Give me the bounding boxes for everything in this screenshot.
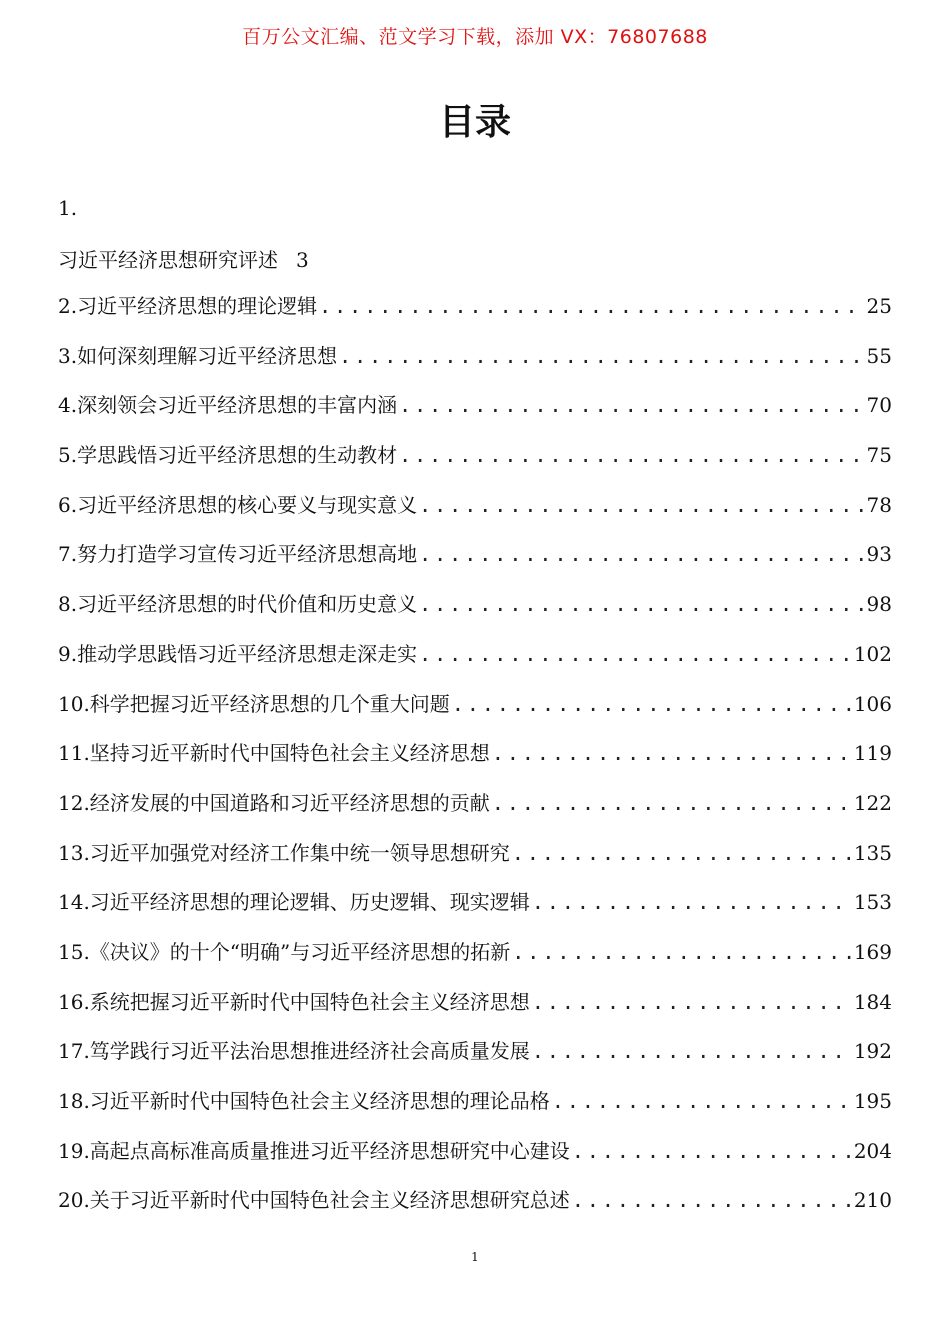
toc-entry-page: 3 <box>296 248 309 272</box>
toc-entry-page: 184 <box>853 989 892 1014</box>
toc-dot-leader <box>339 334 864 378</box>
table-of-contents <box>58 284 892 1228</box>
toc-entry-title: 6.习近平经济思想的核心要义与现实意义 <box>58 492 418 517</box>
toc-entry-3[interactable] <box>58 334 892 384</box>
toc-entry-15[interactable] <box>58 930 892 980</box>
toc-entry-page: 210 <box>853 1188 892 1213</box>
toc-dot-leader <box>532 980 852 1024</box>
page-number: 1 <box>471 1250 479 1264</box>
toc-entry-title: 2.习近平经济思想的理论逻辑 <box>58 294 318 318</box>
toc-entry-title: 10.科学把握习近平经济思想的几个重大问题 <box>58 691 450 716</box>
toc-entry-title: 习近平经济思想研究评述 <box>58 248 278 272</box>
toc-entry-18[interactable] <box>58 1079 892 1129</box>
header-note: 百万公文汇编、范文学习下载，添加 VX：76807688 <box>242 26 708 48</box>
toc-entry-title: 15.《决议》的十个“明确”与习近平经济思想的拓新 <box>58 939 511 964</box>
toc-entry-title: 8.习近平经济思想的时代价值和历史意义 <box>58 592 418 617</box>
toc-dot-leader <box>319 284 864 328</box>
toc-entry-title: 19.高起点高标准高质量推进习近平经济思想研究中心建设 <box>58 1138 570 1163</box>
toc-entry-14[interactable] <box>58 880 892 930</box>
toc-entry-17[interactable] <box>58 1029 892 1079</box>
toc-entry-page: 153 <box>853 890 892 915</box>
toc-entry-title: 9.推动学思践悟习近平经济思想走深走实 <box>58 641 418 666</box>
toc-entry-title: 3.如何深刻理解习近平经济思想 <box>58 343 338 368</box>
toc-entry-5[interactable] <box>58 433 892 483</box>
toc-entry-title: 16.系统把握习近平新时代中国特色社会主义经济思想 <box>58 989 530 1014</box>
toc-entry-2[interactable] <box>58 284 892 334</box>
toc-dot-leader <box>512 930 852 974</box>
toc-dot-leader <box>419 582 864 626</box>
toc-entry-page: 135 <box>853 840 892 865</box>
toc-entry-page: 55 <box>866 343 892 368</box>
toc-entry-1[interactable] <box>58 244 309 273</box>
toc-entry-title: 5.学思践悟习近平经济思想的生动教材 <box>58 443 398 468</box>
toc-entry-title: 14.习近平经济思想的理论逻辑、历史逻辑、现实逻辑 <box>58 890 530 915</box>
toc-entry-title: 11.坚持习近平新时代中国特色社会主义经济思想 <box>58 741 490 766</box>
toc-entry-title: 17.笃学践行习近平法治思想推进经济社会高质量发展 <box>58 1039 530 1064</box>
page-title: 目录 <box>438 102 511 143</box>
toc-entry-page: 70 <box>866 393 892 418</box>
toc-entry-page: 192 <box>853 1039 892 1064</box>
toc-entry-11[interactable] <box>58 731 892 781</box>
toc-entry-page: 106 <box>853 691 892 716</box>
toc-first-number: 1. <box>58 196 78 220</box>
toc-entry-title: 18.习近平新时代中国特色社会主义经济思想的理论品格 <box>58 1089 550 1113</box>
toc-entry-9[interactable] <box>58 632 892 682</box>
toc-entry-20[interactable] <box>58 1178 892 1228</box>
toc-dot-leader <box>399 433 864 477</box>
toc-entry-12[interactable] <box>58 781 892 831</box>
toc-entry-page: 195 <box>853 1089 892 1113</box>
toc-entry-page: 78 <box>866 492 892 517</box>
toc-dot-leader <box>572 1178 852 1222</box>
toc-entry-13[interactable] <box>58 831 892 881</box>
toc-dot-leader <box>532 1029 852 1073</box>
toc-entry-page: 93 <box>866 542 892 567</box>
toc-entry-page: 119 <box>853 741 892 766</box>
toc-dot-leader <box>419 532 864 576</box>
toc-dot-leader <box>419 632 852 676</box>
toc-dot-leader <box>419 483 864 527</box>
toc-entry-16[interactable] <box>58 980 892 1030</box>
toc-entry-page: 122 <box>853 790 892 815</box>
toc-entry-10[interactable] <box>58 682 892 732</box>
toc-dot-leader <box>492 731 852 775</box>
toc-dot-leader <box>512 831 852 875</box>
toc-entry-title: 20.关于习近平新时代中国特色社会主义经济思想研究总述 <box>58 1188 570 1213</box>
toc-entry-page: 25 <box>866 294 892 318</box>
toc-entry-page: 169 <box>853 939 892 964</box>
toc-dot-leader <box>552 1079 852 1123</box>
toc-dot-leader <box>532 880 852 924</box>
toc-entry-title: 4.深刻领会习近平经济思想的丰富内涵 <box>58 393 398 418</box>
toc-entry-page: 98 <box>866 592 892 617</box>
toc-entry-19[interactable] <box>58 1129 892 1179</box>
toc-dot-leader <box>572 1129 852 1173</box>
toc-dot-leader <box>452 682 852 726</box>
toc-entry-page: 75 <box>866 443 892 468</box>
toc-entry-page: 102 <box>853 641 892 666</box>
toc-entry-title: 7.努力打造学习宣传习近平经济思想高地 <box>58 542 418 567</box>
toc-entry-7[interactable] <box>58 532 892 582</box>
toc-dot-leader <box>399 383 864 427</box>
toc-entry-title: 13.习近平加强党对经济工作集中统一领导思想研究 <box>58 840 510 865</box>
toc-entry-6[interactable] <box>58 483 892 533</box>
toc-entry-8[interactable] <box>58 582 892 632</box>
toc-entry-4[interactable] <box>58 383 892 433</box>
toc-dot-leader <box>492 781 852 825</box>
toc-entry-page: 204 <box>853 1138 892 1163</box>
toc-entry-title: 12.经济发展的中国道路和习近平经济思想的贡献 <box>58 790 490 815</box>
